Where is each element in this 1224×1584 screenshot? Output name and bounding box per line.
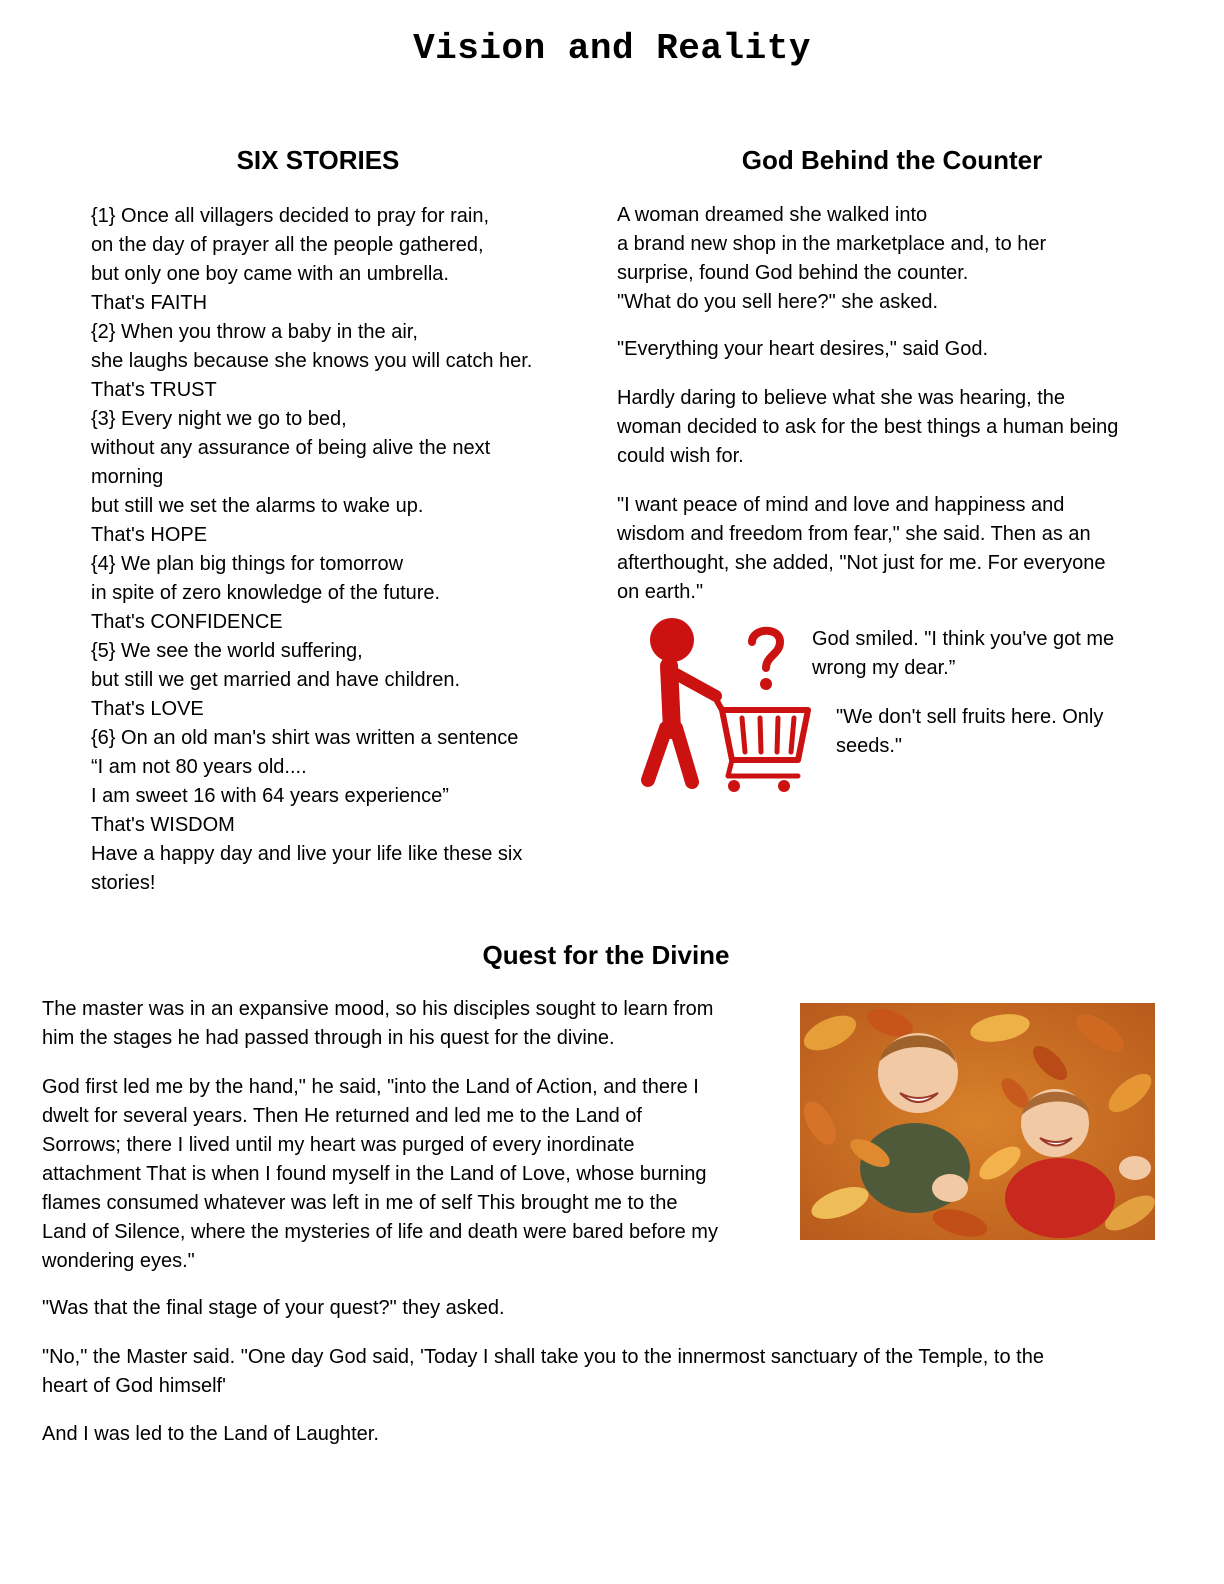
text-line: on earth." xyxy=(617,581,704,603)
text-line: morning xyxy=(91,466,164,488)
text-line: she laughs because she knows you will catch her. xyxy=(91,350,533,372)
shopping-cart-question-icon xyxy=(636,612,816,794)
text-line: surprise, found God behind the counter. xyxy=(617,262,969,284)
text-line: {2} When you throw a baby in the air, xyxy=(91,321,418,343)
text-line: That's LOVE xyxy=(91,698,204,720)
text-line: flames consumed whatever was left in me of self This brought me to the xyxy=(42,1192,678,1214)
text-line: stories! xyxy=(91,872,156,894)
text-line: "Everything your heart desires," said God. xyxy=(617,338,989,360)
text-line: wondering eyes." xyxy=(42,1250,195,1272)
text-line: "What do you sell here?" she asked. xyxy=(617,291,939,313)
text-line: Have a happy day and live your life like these six xyxy=(91,843,523,865)
text-line: a brand new shop in the marketplace and, to her xyxy=(617,233,1047,255)
text-line: That's CONFIDENCE xyxy=(91,611,283,633)
text-line: That's TRUST xyxy=(91,379,217,401)
children-in-autumn-leaves-photo xyxy=(800,1003,1155,1240)
text-line: "We don't sell fruits here. Only xyxy=(836,706,1104,728)
text-line: seeds." xyxy=(836,735,903,757)
text-line: That's WISDOM xyxy=(91,814,235,836)
god-counter-paragraph xyxy=(617,201,1046,317)
text-line: The master was in an expansive mood, so his disciples sought to learn from xyxy=(42,998,714,1020)
page-title: Vision and Reality xyxy=(413,28,811,69)
text-line: God smiled. "I think you've got me xyxy=(812,628,1115,650)
text-line: {5} We see the world suffering, xyxy=(91,640,363,662)
text-line: but still we set the alarms to wake up. xyxy=(91,495,424,517)
text-line: afterthought, she added, "Not just for me. For everyone xyxy=(617,552,1106,574)
text-line: Land of Silence, where the mysteries of life and death were bared before my xyxy=(42,1221,718,1243)
text-line: That's HOPE xyxy=(91,524,208,546)
text-line: {3} Every night we go to bed, xyxy=(91,408,347,430)
text-line: wrong my dear.” xyxy=(812,657,956,679)
text-line: on the day of prayer all the people gathered, xyxy=(91,234,484,256)
text-line: I am sweet 16 with 64 years experience” xyxy=(91,785,449,807)
text-line: {1} Once all villagers decided to pray for rain, xyxy=(91,205,489,227)
text-line: dwelt for several years. Then He returned and led me to the Land of xyxy=(42,1105,642,1127)
text-line: without any assurance of being alive the next xyxy=(91,437,491,459)
text-line: A woman dreamed she walked into xyxy=(617,204,928,226)
god-counter-paragraph xyxy=(812,625,1114,683)
quest-paragraph xyxy=(42,1073,718,1276)
text-line: Sorrows; there I lived until my heart was purged of every inordinate xyxy=(42,1134,635,1156)
six-stories-text xyxy=(91,202,532,898)
text-line: "Was that the final stage of your quest?" they asked. xyxy=(42,1297,505,1319)
text-line: heart of God himself' xyxy=(42,1375,226,1397)
quest-paragraph xyxy=(42,1420,379,1449)
text-line: attachment That is when I found myself in the Land of Love, whose burning xyxy=(42,1163,707,1185)
god-counter-paragraph xyxy=(617,491,1105,607)
quest-paragraph xyxy=(42,1343,1044,1401)
text-line: And I was led to the Land of Laughter. xyxy=(42,1423,379,1445)
text-line: "No," the Master said. "One day God said, 'Today I shall take you to the innermost sanctuary of the Temple, to the xyxy=(42,1346,1044,1368)
god-counter-heading: God Behind the Counter xyxy=(741,145,1043,175)
god-counter-paragraph xyxy=(617,384,1118,471)
text-line: him the stages he had passed through in his quest for the divine. xyxy=(42,1027,615,1049)
text-line: "I want peace of mind and love and happiness and xyxy=(617,494,1065,516)
god-counter-paragraph xyxy=(836,703,1103,761)
text-line: Hardly daring to believe what she was hearing, the xyxy=(617,387,1066,409)
quest-paragraph xyxy=(42,995,713,1053)
text-line: in spite of zero knowledge of the future. xyxy=(91,582,441,604)
text-line: “I am not 80 years old.... xyxy=(91,756,307,778)
quest-paragraph xyxy=(42,1294,505,1323)
text-line: God first led me by the hand," he said, "into the Land of Action, and there I xyxy=(42,1076,699,1098)
text-line: could wish for. xyxy=(617,445,744,467)
text-line: wisdom and freedom from fear," she said. Then as an xyxy=(617,523,1091,545)
text-line: That's FAITH xyxy=(91,292,208,314)
text-line: woman decided to ask for the best things a human being xyxy=(617,416,1119,438)
text-line: but still we get married and have children. xyxy=(91,669,461,691)
text-line: but only one boy came with an umbrella. xyxy=(91,263,449,285)
six-stories-heading: SIX STORIES xyxy=(236,145,400,175)
quest-heading: Quest for the Divine xyxy=(482,940,730,970)
text-line: {6} On an old man's shirt was written a sentence xyxy=(91,727,519,749)
text-line: {4} We plan big things for tomorrow xyxy=(91,553,404,575)
god-counter-paragraph xyxy=(617,335,988,364)
